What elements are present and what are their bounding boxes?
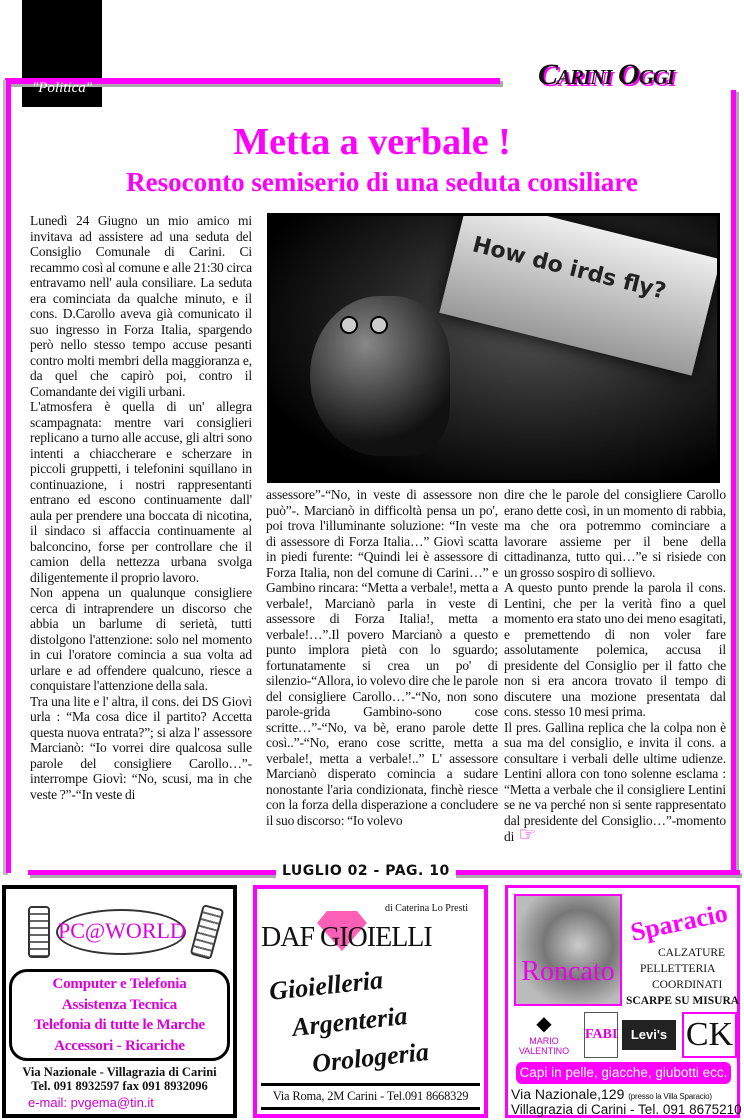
mario-valentino-logo-icon: ◆ (536, 1013, 552, 1035)
brand-name: DAF GIOIELLI (261, 922, 432, 953)
mobile-phone-icon (190, 904, 225, 960)
roncato-logo: Roncato (521, 956, 615, 987)
category: SCARPE SU MISURA (626, 995, 740, 1007)
article-subtitle: Resoconto semiserio di una seduta consiliare (126, 167, 638, 197)
brand-label: MARIO VALENTINO (518, 1036, 570, 1056)
services-box (9, 969, 230, 1061)
article-column-1 (30, 213, 252, 802)
photo-sheet-text: How do irds fly? (469, 232, 669, 305)
line-gioielleria: Gioielleria (267, 965, 385, 1006)
bags-photo (514, 894, 622, 1006)
street: Via Nazionale,129 (511, 1086, 625, 1102)
owner: di Caterina Lo Presti (385, 903, 469, 914)
photo-figure (310, 296, 450, 456)
page-label: LUGLIO 02 - PAG. 10 (276, 863, 456, 880)
city-phone: Villagrazia di Carini - Tel. 091 8675210 (511, 1102, 742, 1117)
ad-daf-gioielli (253, 885, 488, 1118)
email: e-mail: pvgema@tin.it (28, 1095, 154, 1110)
paragraph: A questo punto prende la parola il cons. Lentini, che per la verità fino a quel momento era stato uno dei meno esagitati, e premettendo di non voler fare assolutamente polemica, accusa il presidente del Consiglio per il fatto che non si era ancora trovato il tempo di discutere una mozione presentata dal cons. stesso 10 mesi prima. (504, 580, 726, 719)
paragraph: Il pres. Gallina replica che la colpa non è sua ma del consiglio, e invita il cons. a consultare i verbali delle ultime udienze. Lentini allora con tono solenne esclama : “Metta a verbale che il consigliere Lentini se ne va perché non si sente rappresentato dal presidente del Consiglio…”-momento di (504, 719, 726, 844)
address-note: (presso la Villa Sparacio) (628, 1092, 712, 1101)
paragraph: L'atmosfera è quella di un' allegra scampagnata: mentre vari consiglieri replicano a turno alle accuse, gli altri sono intenti a chiaccherare e scherzare in piccoli gruppetti, i telefonini squillano in continuazione, i nostri rappresentanti entrano ed escono continuamente dall' aula per prendere una boccata di nicotina, il sindaco si affaccia continuamente al balconcino, forse per controllare che il camion della nettezza urbana svolga diligentemente il proprio lavoro. (30, 399, 252, 585)
category: CALZATURE (658, 947, 726, 959)
pcworld-contact (6, 1065, 233, 1093)
eye-icon (370, 316, 388, 334)
service-item: Computer e Telefonia (52, 976, 187, 992)
paragraph: assessore”-“No, in veste di assessore non può”-. Marcianò in difficoltà pensa un po', poi trova l'illuminante soluzione: “In veste di assessore di Forza Italia…” Giovì scatta in piedi furente: “Quindi lei è assessore di Forza Italia, non del comune di Carini…” e Gambino rincara: “Metta a verbale!, metta a verbale!, Marcianò parla in veste di assessore di Forza Italia!, metta a verbale!…”.Il povero Marcianò a questo punto implora pietà con lo sguardo; fortunatamente si crea un po' di silenzio-“Allora, io volevo dire che le parole del consigliere Carollo…”-“No, non sono parole-grida Gambino-sono cose scritte…”-“No, va bè, erano parole dette così..”-“No, erano cose scritte, metta a verbale!, metta a verbale!..” L' assessore Marcianò disperato comincia a sudare nonostante l'aria condizionata, finchè riesce con la forza della disperazione a concludere il suo discorso: “Io volevo (266, 487, 498, 828)
paragraph-wrap (504, 720, 726, 845)
ad-pcworld (2, 885, 237, 1118)
pcworld-logo: PC@WORLD (56, 909, 186, 955)
article-column-2 (266, 487, 498, 828)
address: Via Nazionale - Villagrazia di Carini (22, 1065, 217, 1079)
brand-ck: CK (682, 1012, 737, 1058)
line-argenteria: Argenteria (290, 1001, 409, 1042)
brand-levis: Levi's (622, 1020, 676, 1050)
divider (261, 1083, 480, 1086)
article-column-3 (504, 487, 726, 845)
address: Via Roma, 2M Carini - Tel.091 8668329 (272, 1089, 469, 1103)
eye-icon (340, 316, 358, 334)
mobile-phone-icon (28, 906, 50, 958)
service-item: Telefonia di tutte le Marche (33, 1017, 206, 1033)
phone: Tel. 091 8932597 fax 091 8932096 (31, 1079, 208, 1093)
right-rule (731, 90, 736, 870)
service-item: Assistenza Tecnica (61, 996, 178, 1013)
category: COORDINATI (652, 979, 723, 991)
masthead-logo: Carini Oggi (538, 58, 675, 91)
paragraph: Non appena un qualunque consigliere cerca di intraprendere un discorso che abbia un barlume di serietà, tutti distolgono l'attenzione: solo nel momento in cui l'oratore comincia a sua volta ad urlare e ad offendere qualcuno, riesce a conquistare l'attenzione della sala. (30, 585, 252, 693)
ad-sparacio (505, 885, 740, 1118)
brand-fabi: FABI (584, 1012, 618, 1058)
category: PELLETTERIA (640, 963, 716, 975)
divider (261, 1107, 480, 1110)
paragraph: Tra una lite e l' altra, il cons. dei DS Giovì urla : “Ma cosa dice il partito? Accetta questa nuova entrata?”; si alza l' assessore Marcianò: “Io vorrei dire qualcosa sulle parole del consigliere Carollo…”-interrompe Giovì: “No, scusi, ma in che veste ?”-“In veste di (30, 693, 252, 802)
article-photo (267, 213, 720, 483)
promo-banner: Capi in pelle, giacche, giubotti ecc. (516, 1062, 731, 1084)
brand-mario-valentino (508, 1012, 580, 1058)
section-rubric: "Politica" (31, 80, 93, 96)
pointing-hand-icon: ☞ (518, 824, 537, 846)
paragraph: dire che le parole del consigliere Carollo erano dette così, in un momento di rabbia, ma che ora potremmo cominciare a lavorare assieme per il bene della cittadinanza, tutto qui…”e si risiede con un grosso sospiro di sollievo. (504, 487, 726, 580)
article-title: Metta a verbale ! (233, 121, 511, 163)
line-orologeria: Orologeria (310, 1036, 431, 1079)
service-item: Accessori - Ricariche (54, 1037, 185, 1054)
paragraph: Lunedì 24 Giugno un mio amico mi invitava ad assistere ad una seduta del Consiglio Comunale di Carini. Ci recammo così al comune e alle 21:30 circa entravamo nell' aula consiliare. La seduta era cominciata da qualche minuto, e il cons. D.Carollo aveva già comunicato il suo ingresso in Forza Italia, spargendo però nello stesso tempo accuse pesanti contro molti membri della maggioranza e, da quel che capirò poi, contro il Comandante dei vigili urbani. (30, 213, 252, 399)
brand-name: Sparacio (627, 898, 731, 947)
